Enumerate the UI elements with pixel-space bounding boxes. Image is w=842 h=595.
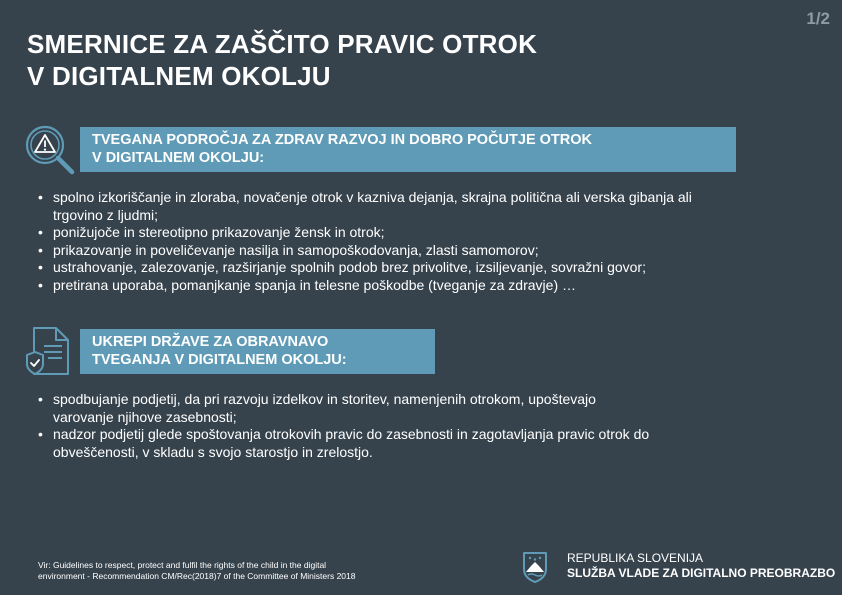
source-citation	[38, 560, 398, 582]
state-measures-heading-line2: TVEGANJA V DIGITALNEM OKOLJU:	[92, 352, 347, 368]
state-measures-heading	[80, 329, 435, 374]
magnifier-warning-icon	[24, 124, 78, 176]
slovenia-coat-of-arms-icon	[522, 551, 548, 583]
list-item: • pretirana uporaba, pomanjkanje spanja in telesne poškodbe (tveganje za zdravje) …	[38, 277, 728, 295]
page-title-line2: V DIGITALNEM OKOLJU	[27, 61, 331, 91]
government-office-name	[567, 551, 835, 581]
page-number: 1/2	[806, 9, 830, 28]
page-title	[27, 28, 537, 92]
risk-areas-heading	[80, 127, 736, 172]
risk-areas-heading-line2: V DIGITALNEM OKOLJU:	[92, 150, 265, 166]
source-citation-line2: environment - Recommendation CM/Rec(2018)7 of the Committee of Ministers 2018	[38, 571, 356, 581]
state-measures-list	[38, 391, 728, 461]
list-item: • ustrahovanje, zalezovanje, razširjanje spolnih podob brez privolitve, izsiljevanje, sovražni govor;	[38, 259, 728, 277]
list-item: • prikazovanje in poveličevanje nasilja in samopoškodovanja, zlasti samomorov;	[38, 242, 728, 260]
gov-department: SLUŽBA VLADE ZA DIGITALNO PREOBRAZBO	[567, 566, 836, 580]
list-item: • ponižujoče in stereotipno prikazovanje žensk in otrok;	[38, 224, 728, 242]
risk-areas-list	[38, 189, 728, 294]
gov-country: REPUBLIKA SLOVENIJA	[567, 551, 704, 565]
document-shield-icon	[24, 326, 74, 378]
list-item: • nadzor podjetij glede spoštovanja otrokovih pravic do zasebnosti in zagotavljanja pravic otrok do obveščenosti, v skladu s svojo starostjo in zrelostjo.	[38, 426, 728, 461]
state-measures-heading-line1: UKREPI DRŽAVE ZA OBRAVNAVO	[92, 334, 329, 350]
list-item: • spodbujanje podjetij, da pri razvoju izdelkov in storitev, namenjenih otrokom, upoštevajo varovanje njihove zasebnosti;	[38, 391, 728, 426]
list-item: • spolno izkoriščanje in zloraba, novačenje otrok v kazniva dejanja, skrajna politična ali verska gibanja ali trgovino z ljudmi;	[38, 189, 728, 224]
risk-areas-heading-line1: TVEGANA PODROČJA ZA ZDRAV RAZVOJ IN DOBRO POČUTJE OTROK	[92, 132, 593, 148]
page-title-line1: SMERNICE ZA ZAŠČITO PRAVIC OTROK	[27, 29, 538, 59]
source-citation-line1: Vir: Guidelines to respect, protect and fulfil the rights of the child in the digital	[38, 560, 327, 570]
